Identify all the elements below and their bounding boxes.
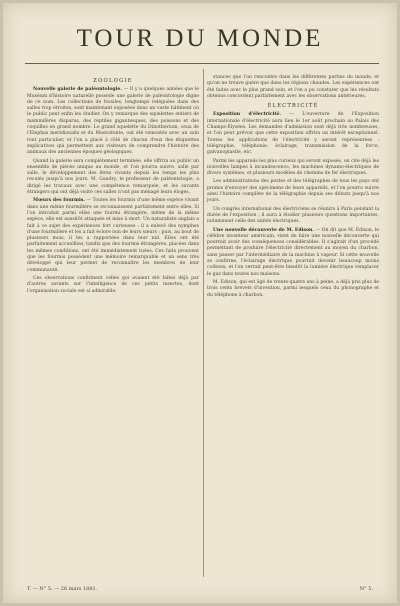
column-divider: [203, 69, 204, 577]
article-paragraph: [207, 112, 379, 156]
article-body: Parmi les appareils les plus curieux qui seront exposés, on cite déjà les nouvelles lampes à incandescence, les machines dynamo-électriques de divers systèmes, et plusieurs modèles de chemins de fer électriques.: [207, 158, 379, 177]
article-paragraph: [207, 228, 379, 278]
article-body: — On dit que M. Edison, le célèbre inventeur américain, vient de faire une nouvelle découverte qui pourrait avoir des conséquences considérables. Il s'agirait d'un procédé permettant de produire l'électricité directement au moyen du charbon, sans passer par l'intermédiaire de la machine à vapeur. Si cette nouvelle se confirme, l'éclairage électrique pourrait devenir beaucoup moins coûteux, et l'on verrait peut-être bientôt la lumière électrique remplacer le gaz dans toutes nos maisons.: [207, 227, 379, 277]
article-paragraph: [207, 280, 379, 299]
page: [3, 3, 397, 603]
article-body: Un congrès international des électriciens se réunira à Paris pendant la durée de l'exposition ; il aura à étudier plusieurs questions importantes, notamment celle des unités électriques.: [207, 206, 379, 225]
section-heading: ÉLECTRICITÉ: [267, 103, 319, 110]
footer-issue: T. — N° 5. — 26 mars 1881.: [27, 586, 98, 592]
article-paragraph: [27, 198, 199, 274]
article-title: Exposition d'électricité.: [213, 112, 282, 118]
article-body: Ces observations confirment celles qui avaient été faites déjà par d'autres savants sur l'intelligence de ces petits insectes, dont l'organisation sociale est si admirable.: [27, 275, 199, 294]
article-body: stances que l'on rencontre dans les différentes parties du monde, et qu'on ne trouve guère que dans les régions chaudes. Les expériences ont été faites avec le plus grand soin, et l'on a pu constater que les résultats obtenus concordent parfaitement avec les observations antérieures.: [207, 75, 379, 99]
article-title: Une nouvelle découverte de M. Edison.: [213, 227, 314, 233]
article-paragraph: [207, 179, 379, 204]
article-body: Les administrations des postes et des télégraphes de tous les pays ont promis d'envoyer des spécimens de leurs appareils, et l'on pourra suivre ainsi l'histoire complète de la télégraphie depuis ses débuts jusqu'à nos jours.: [207, 179, 379, 204]
right-column: [207, 75, 379, 301]
left-column: [27, 75, 199, 297]
article-body: — L'ouverture de l'Exposition internationale d'électricité aura lieu le 1er août prochain au Palais des Champs-Élysées. Les demandes d'admission sont déjà très nombreuses, et l'on peut prévoir que cette exposition offrira un intérêt exceptionnel. Toutes les applications de l'électricité y seront représentées : télégraphie, téléphonie, éclairage, transmission de la force, galvanoplastie, etc.: [207, 112, 379, 156]
article-body: M. Edison, qui est âgé de trente-quatre ans à peine, a déjà pris plus de trois cents brevets d'invention, parmi lesquels ceux du phonographe et du téléphone à charbon.: [207, 279, 379, 298]
masthead-title: TOUR DU MONDE: [76, 25, 324, 52]
article-body: — Toutes les fourmis d'une même espèce vivant dans une même fourmilière se reconnaissent parfaitement entre elles. Si l'on introduit parmi elles une fourmi étrangère, même de la même espèce, elle est aussitôt attaquée et mise à mort. Un naturaliste anglais a fait à ce sujet des expériences fort curieuses : il a enlevé des nymphes d'une fourmilière et les a fait éclore loin de leurs sœurs ; puis, au bout de plusieurs mois, il les a rapportées dans leur nid. Elles ont été parfaitement accueillies, tandis que des fourmis étrangères, placées dans les mêmes conditions, ont été immédiatement tuées. Ces faits prouvent que les fourmis possèdent une mémoire remarquable et un sens très développé qui leur permet de reconnaître les membres de leur communauté.: [27, 198, 199, 273]
header-rule: [25, 63, 379, 64]
section-heading: ZOOLOGIE: [93, 78, 133, 84]
article-paragraph: [207, 75, 379, 100]
article-paragraph: [27, 87, 199, 156]
article-body: — Il y a quelques années que le Muséum d'histoire naturelle possède une galerie de paléontologie digne de ce nom. Les collections de fossiles, longtemps reléguées dans des salles trop étroites, sont maintenant exposées dans un vaste bâtiment où le public peut enfin les étudier. On y remarque des squelettes entiers de mammifères disparus, des reptiles gigantesques, des poissons et des coquilles en grand nombre. Le grand squelette du Dinotherium, ceux de l'Elephas meridionalis et du Mastodonte, ont été remontés avec un soin tout particulier, et l'on a placé à côté de chacun d'eux des étiquettes explicatives qui permettent aux visiteurs de comprendre l'histoire des animaux des anciennes époques géologiques.: [27, 87, 199, 156]
article-paragraph: [207, 207, 379, 226]
article-title: Nouvelle galerie de paléontologie.: [33, 87, 122, 93]
article-title: Mœurs des fourmis.: [33, 198, 85, 204]
footer-number: N° 5.: [359, 586, 373, 592]
article-paragraph: [27, 276, 199, 295]
article-body: Quand la galerie sera complètement terminée, elle offrira au public un ensemble de pièces unique au monde, et l'on pourra suivre, salle par salle, le développement des êtres vivants depuis les temps les plus reculés jusqu'à nos jours. M. Gaudry, le professeur de paléontologie, a dirigé les travaux avec une compétence remarquée, et les savants étrangers qui ont déjà visité ces salles n'ont pas ménagé leurs éloges.: [27, 158, 199, 196]
article-paragraph: [27, 159, 199, 197]
article-paragraph: [207, 159, 379, 178]
